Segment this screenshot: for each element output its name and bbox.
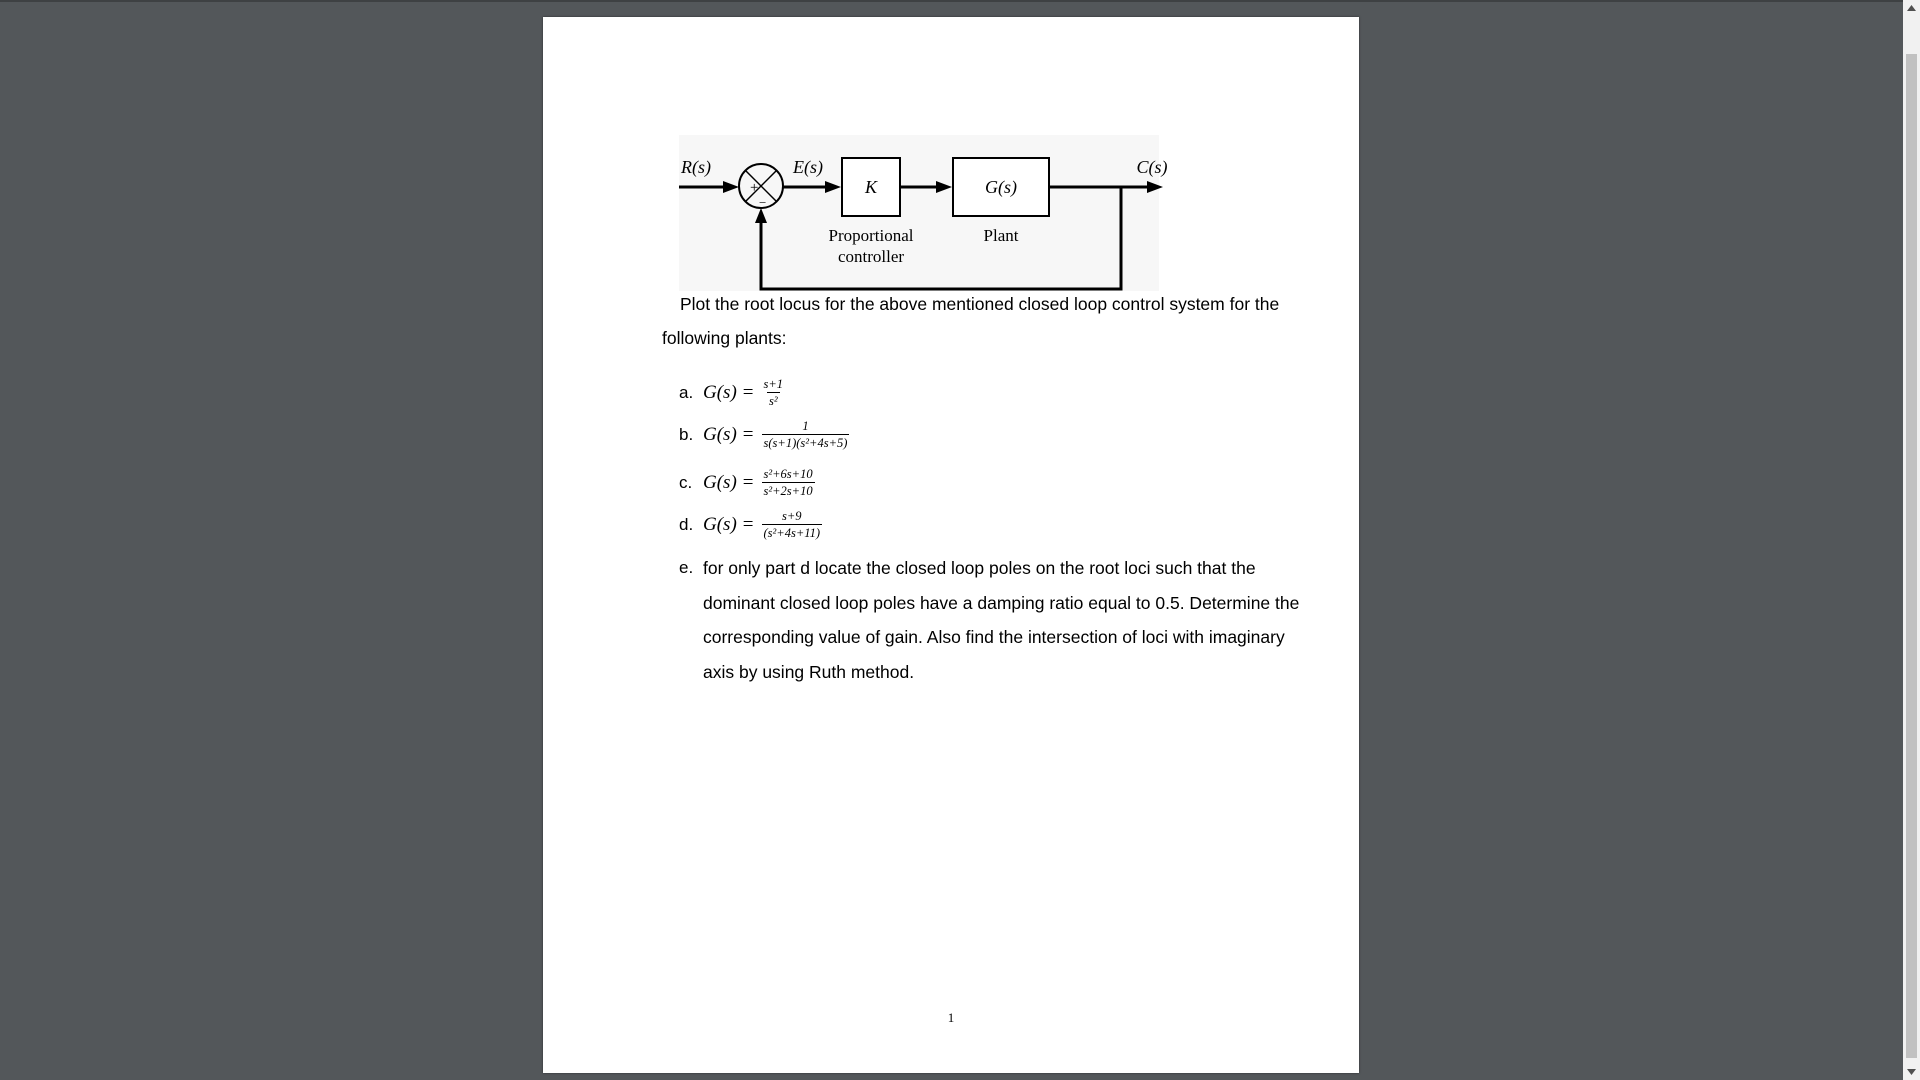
plant-label: G(s) xyxy=(985,177,1017,197)
block-diagram xyxy=(679,135,1199,295)
scroll-up-arrow-icon[interactable] xyxy=(1903,0,1920,17)
item-marker: b. xyxy=(679,424,694,444)
minus-sign: − xyxy=(759,195,767,210)
transfer-function-b xyxy=(703,419,849,450)
page-number: 1 xyxy=(947,1010,955,1025)
denominator: s²+2s+10 xyxy=(763,484,813,498)
intro-text: Plot the root locus for the above mentioned closed loop control system for the following plants: xyxy=(662,294,1280,348)
fraction xyxy=(762,467,815,498)
controller-caption-line2: controller xyxy=(837,247,905,266)
scroll-down-arrow-icon[interactable] xyxy=(1903,1063,1920,1080)
scrollbar-thumb[interactable] xyxy=(1906,54,1917,1058)
equals-sign: = xyxy=(742,471,754,493)
input-signal-label: R(s) xyxy=(681,157,711,177)
denominator: (s²+4s+11) xyxy=(763,526,820,540)
document-page xyxy=(543,17,1359,1073)
item-e-line: dominant closed loop poles have a damping ratio equal to 0.5. Determine the xyxy=(703,592,1300,613)
viewer-top-border xyxy=(0,0,1920,2)
fraction xyxy=(762,377,786,408)
function-name: G(s) xyxy=(703,423,737,445)
transfer-function-c xyxy=(703,467,815,498)
intro-paragraph xyxy=(662,287,1302,355)
item-e-line: corresponding value of gain. Also find the intersection of loci with imaginary xyxy=(703,627,1285,647)
controller-caption-line1: Proportional xyxy=(828,226,914,245)
fraction xyxy=(762,419,850,450)
list-item-b xyxy=(679,419,849,450)
item-marker: e. xyxy=(679,558,694,577)
numerator: 1 xyxy=(802,419,809,433)
diagram-background xyxy=(679,135,1159,291)
function-name: G(s) xyxy=(703,471,737,493)
plus-sign: + xyxy=(750,180,759,196)
equals-sign: = xyxy=(742,513,754,535)
output-signal-label: C(s) xyxy=(1136,157,1168,177)
list-item-c xyxy=(679,467,815,498)
list-item-d xyxy=(679,509,822,540)
vertical-scrollbar[interactable] xyxy=(1903,0,1920,1080)
transfer-function-d xyxy=(703,509,822,540)
denominator: s(s+1)(s²+4s+5) xyxy=(763,436,848,450)
plant-caption: Plant xyxy=(983,226,1019,245)
list-item-a xyxy=(679,377,785,408)
equals-sign: = xyxy=(742,381,754,403)
fraction xyxy=(762,509,823,540)
item-marker: c. xyxy=(679,472,693,492)
transfer-function-a xyxy=(703,377,785,408)
numerator: s+1 xyxy=(763,377,784,391)
controller-gain-label: K xyxy=(864,177,878,197)
item-marker: d. xyxy=(679,514,694,534)
numerator: s+9 xyxy=(781,509,802,523)
numerator: s²+6s+10 xyxy=(763,467,813,481)
error-signal-label: E(s) xyxy=(793,157,823,177)
item-e-line: for only part d locate the closed loop poles on the root loci such that the xyxy=(703,558,1256,578)
item-marker: a. xyxy=(679,382,694,402)
function-name: G(s) xyxy=(703,513,737,535)
equals-sign: = xyxy=(742,423,754,445)
function-name: G(s) xyxy=(703,381,737,403)
item-e-text xyxy=(703,551,1303,689)
denominator: s² xyxy=(768,394,778,408)
item-e-line: axis by using Ruth method. xyxy=(703,661,915,682)
